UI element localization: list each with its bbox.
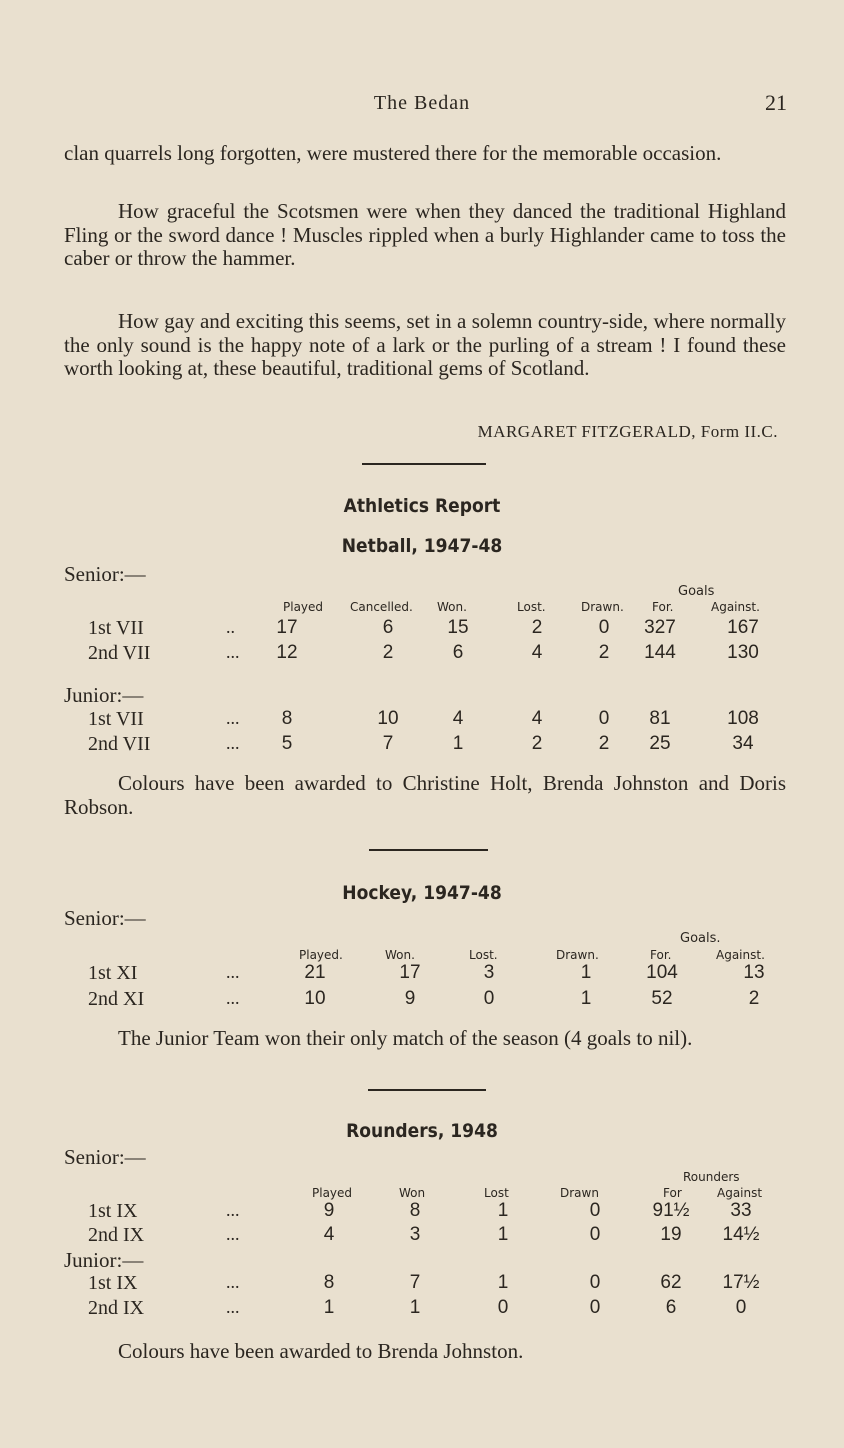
cell-against: 34 — [732, 733, 754, 754]
rounders-group-label: Rounders — [683, 1170, 740, 1184]
cell-lost: 1 — [497, 1272, 509, 1293]
cell-for: 104 — [646, 962, 678, 983]
cell-lost: 2 — [531, 733, 543, 754]
athletics-report-heading: Athletics Report — [343, 495, 501, 517]
table-row — [0, 642, 844, 666]
rounders-col-played: Played — [312, 1186, 353, 1200]
leader-dots: ... — [226, 642, 240, 662]
cell-against: 130 — [727, 642, 759, 663]
leader-dots: ... — [226, 962, 240, 982]
cell-won: 8 — [409, 1200, 421, 1221]
cell-played: 4 — [323, 1224, 335, 1245]
paragraph-2: How graceful the Scotsmen were when they danced the traditional Highland Fling or the sword dance ! Muscles rippled when a burly Highlander came to toss the caber or throw the hammer. — [64, 199, 786, 270]
cell-for: 52 — [651, 988, 673, 1009]
leader-dots: ... — [226, 1272, 240, 1292]
cell-for: 19 — [660, 1224, 682, 1245]
table-row — [0, 617, 844, 641]
cell-for: 144 — [644, 642, 676, 663]
netball-goals-label: Goals — [678, 584, 715, 599]
cell-drawn: 0 — [589, 1224, 601, 1245]
netball-col-won: Won. — [437, 600, 467, 614]
paragraph-3: How gay and exciting this seems, set in a solemn country-side, where normally the only sound is the happy note of a lark or the purling of a stream ! I found these worth looking at, these beautiful, traditional gems of Scotland. — [64, 309, 786, 380]
cell-against: 108 — [727, 708, 759, 729]
cell-played: 12 — [276, 642, 298, 663]
cell-against: 13 — [743, 962, 765, 983]
cell-for: 91½ — [652, 1200, 690, 1221]
team-name: 2nd VII — [88, 642, 151, 664]
paragraph-1: clan quarrels long forgotten, were mustered there for the memorable occasion. — [64, 141, 722, 165]
cell-won: 4 — [452, 708, 464, 729]
team-name: 2nd XI — [88, 988, 145, 1010]
hockey-goals-label: Goals. — [680, 931, 721, 946]
cell-played: 10 — [304, 988, 326, 1009]
cell-against: 167 — [727, 617, 759, 638]
netball-col-cancelled: Cancelled. — [350, 600, 413, 614]
hockey-heading: Hockey, 1947-48 — [342, 882, 502, 904]
cell-against: 33 — [730, 1200, 752, 1221]
cell-against: 17½ — [722, 1272, 760, 1293]
leader-dots: ... — [226, 1297, 240, 1317]
cell-drawn: 0 — [589, 1297, 601, 1318]
table-row — [0, 1297, 844, 1321]
cell-won: 3 — [409, 1224, 421, 1245]
cell-for: 81 — [649, 708, 671, 729]
hockey-senior-label: Senior:— — [64, 906, 146, 930]
leader-dots: ... — [226, 988, 240, 1008]
cell-drawn: 0 — [589, 1200, 601, 1221]
section-divider — [362, 463, 486, 465]
running-header-title: The Bedan — [373, 92, 471, 114]
cell-cancelled: 6 — [382, 617, 394, 638]
netball-senior-label: Senior:— — [64, 562, 146, 586]
cell-lost: 1 — [497, 1200, 509, 1221]
cell-drawn: 0 — [589, 1272, 601, 1293]
hockey-col-for: For. — [650, 948, 672, 962]
cell-cancelled: 10 — [377, 708, 399, 729]
cell-played: 9 — [323, 1200, 335, 1221]
cell-lost: 3 — [483, 962, 495, 983]
rounders-senior-label: Senior:— — [64, 1145, 146, 1169]
cell-won: 1 — [409, 1297, 421, 1318]
team-name: 2nd IX — [88, 1224, 145, 1246]
leader-dots: .. — [226, 617, 235, 637]
table-row — [0, 733, 844, 757]
cell-won: 6 — [452, 642, 464, 663]
table-row — [0, 1200, 844, 1224]
table-row — [0, 708, 844, 732]
cell-for: 6 — [665, 1297, 677, 1318]
cell-won: 17 — [399, 962, 421, 983]
netball-col-played: Played — [283, 600, 324, 614]
table-row — [0, 1224, 844, 1248]
rounders-col-drawn: Drawn — [560, 1186, 599, 1200]
cell-against: 2 — [748, 988, 760, 1009]
team-name: 2nd VII — [88, 733, 151, 755]
cell-lost: 4 — [531, 642, 543, 663]
cell-won: 7 — [409, 1272, 421, 1293]
rounders-colours-note: Colours have been awarded to Brenda Johnston. — [118, 1339, 524, 1363]
cell-drawn: 2 — [598, 642, 610, 663]
rounders-col-won: Won — [399, 1186, 426, 1200]
author-signature: MARGARET FITZGERALD, Form II.C. — [477, 422, 778, 441]
netball-col-drawn: Drawn. — [581, 600, 624, 614]
cell-lost: 0 — [497, 1297, 509, 1318]
hockey-col-won: Won. — [385, 948, 415, 962]
leader-dots: ... — [226, 733, 240, 753]
team-name: 2nd IX — [88, 1297, 145, 1319]
cell-cancelled: 2 — [382, 642, 394, 663]
hockey-col-lost: Lost. — [469, 948, 498, 962]
cell-played: 8 — [323, 1272, 335, 1293]
cell-played: 1 — [323, 1297, 335, 1318]
cell-played: 17 — [276, 617, 298, 638]
table-row — [0, 988, 844, 1012]
cell-for: 25 — [649, 733, 671, 754]
cell-lost: 4 — [531, 708, 543, 729]
cell-drawn: 1 — [580, 962, 592, 983]
netball-col-for: For. — [652, 600, 674, 614]
cell-for: 327 — [644, 617, 676, 638]
cell-lost: 1 — [497, 1224, 509, 1245]
cell-won: 15 — [447, 617, 469, 638]
team-name: 1st VII — [88, 708, 144, 730]
cell-won: 1 — [452, 733, 464, 754]
hockey-col-against: Against. — [716, 948, 765, 962]
cell-drawn: 0 — [598, 708, 610, 729]
cell-drawn: 0 — [598, 617, 610, 638]
netball-col-against: Against. — [711, 600, 760, 614]
team-name: 1st IX — [88, 1272, 138, 1294]
cell-played: 21 — [304, 962, 326, 983]
rounders-col-against: Against — [717, 1186, 763, 1200]
rounders-col-lost: Lost — [484, 1186, 509, 1200]
cell-played: 8 — [281, 708, 293, 729]
table-row — [0, 962, 844, 986]
cell-cancelled: 7 — [382, 733, 394, 754]
leader-dots: ... — [226, 1224, 240, 1244]
rounders-col-for: For — [663, 1186, 682, 1200]
team-name: 1st XI — [88, 962, 138, 984]
leader-dots: ... — [226, 708, 240, 728]
cell-against: 0 — [735, 1297, 747, 1318]
netball-col-lost: Lost. — [517, 600, 546, 614]
table-row — [0, 1272, 844, 1296]
cell-lost: 2 — [531, 617, 543, 638]
netball-heading: Netball, 1947-48 — [341, 535, 503, 557]
cell-drawn: 2 — [598, 733, 610, 754]
hockey-junior-note: The Junior Team won their only match of the season (4 goals to nil). — [118, 1026, 693, 1050]
cell-won: 9 — [404, 988, 416, 1009]
rounders-heading: Rounders, 1948 — [346, 1120, 498, 1142]
section-divider — [369, 849, 488, 851]
leader-dots: ... — [226, 1200, 240, 1220]
cell-lost: 0 — [483, 988, 495, 1009]
rounders-junior-label: Junior:— — [64, 1248, 144, 1272]
cell-for: 62 — [660, 1272, 682, 1293]
section-divider — [368, 1089, 486, 1091]
team-name: 1st IX — [88, 1200, 138, 1222]
netball-junior-label: Junior:— — [64, 683, 144, 707]
cell-played: 5 — [281, 733, 293, 754]
hockey-col-drawn: Drawn. — [556, 948, 599, 962]
cell-against: 14½ — [722, 1224, 760, 1245]
cell-drawn: 1 — [580, 988, 592, 1009]
page-number: 21 — [765, 90, 787, 115]
netball-colours-note: Colours have been awarded to Christine Holt, Brenda Johnston and Doris Robson. — [64, 771, 786, 819]
hockey-col-played: Played. — [299, 948, 343, 962]
team-name: 1st VII — [88, 617, 144, 639]
